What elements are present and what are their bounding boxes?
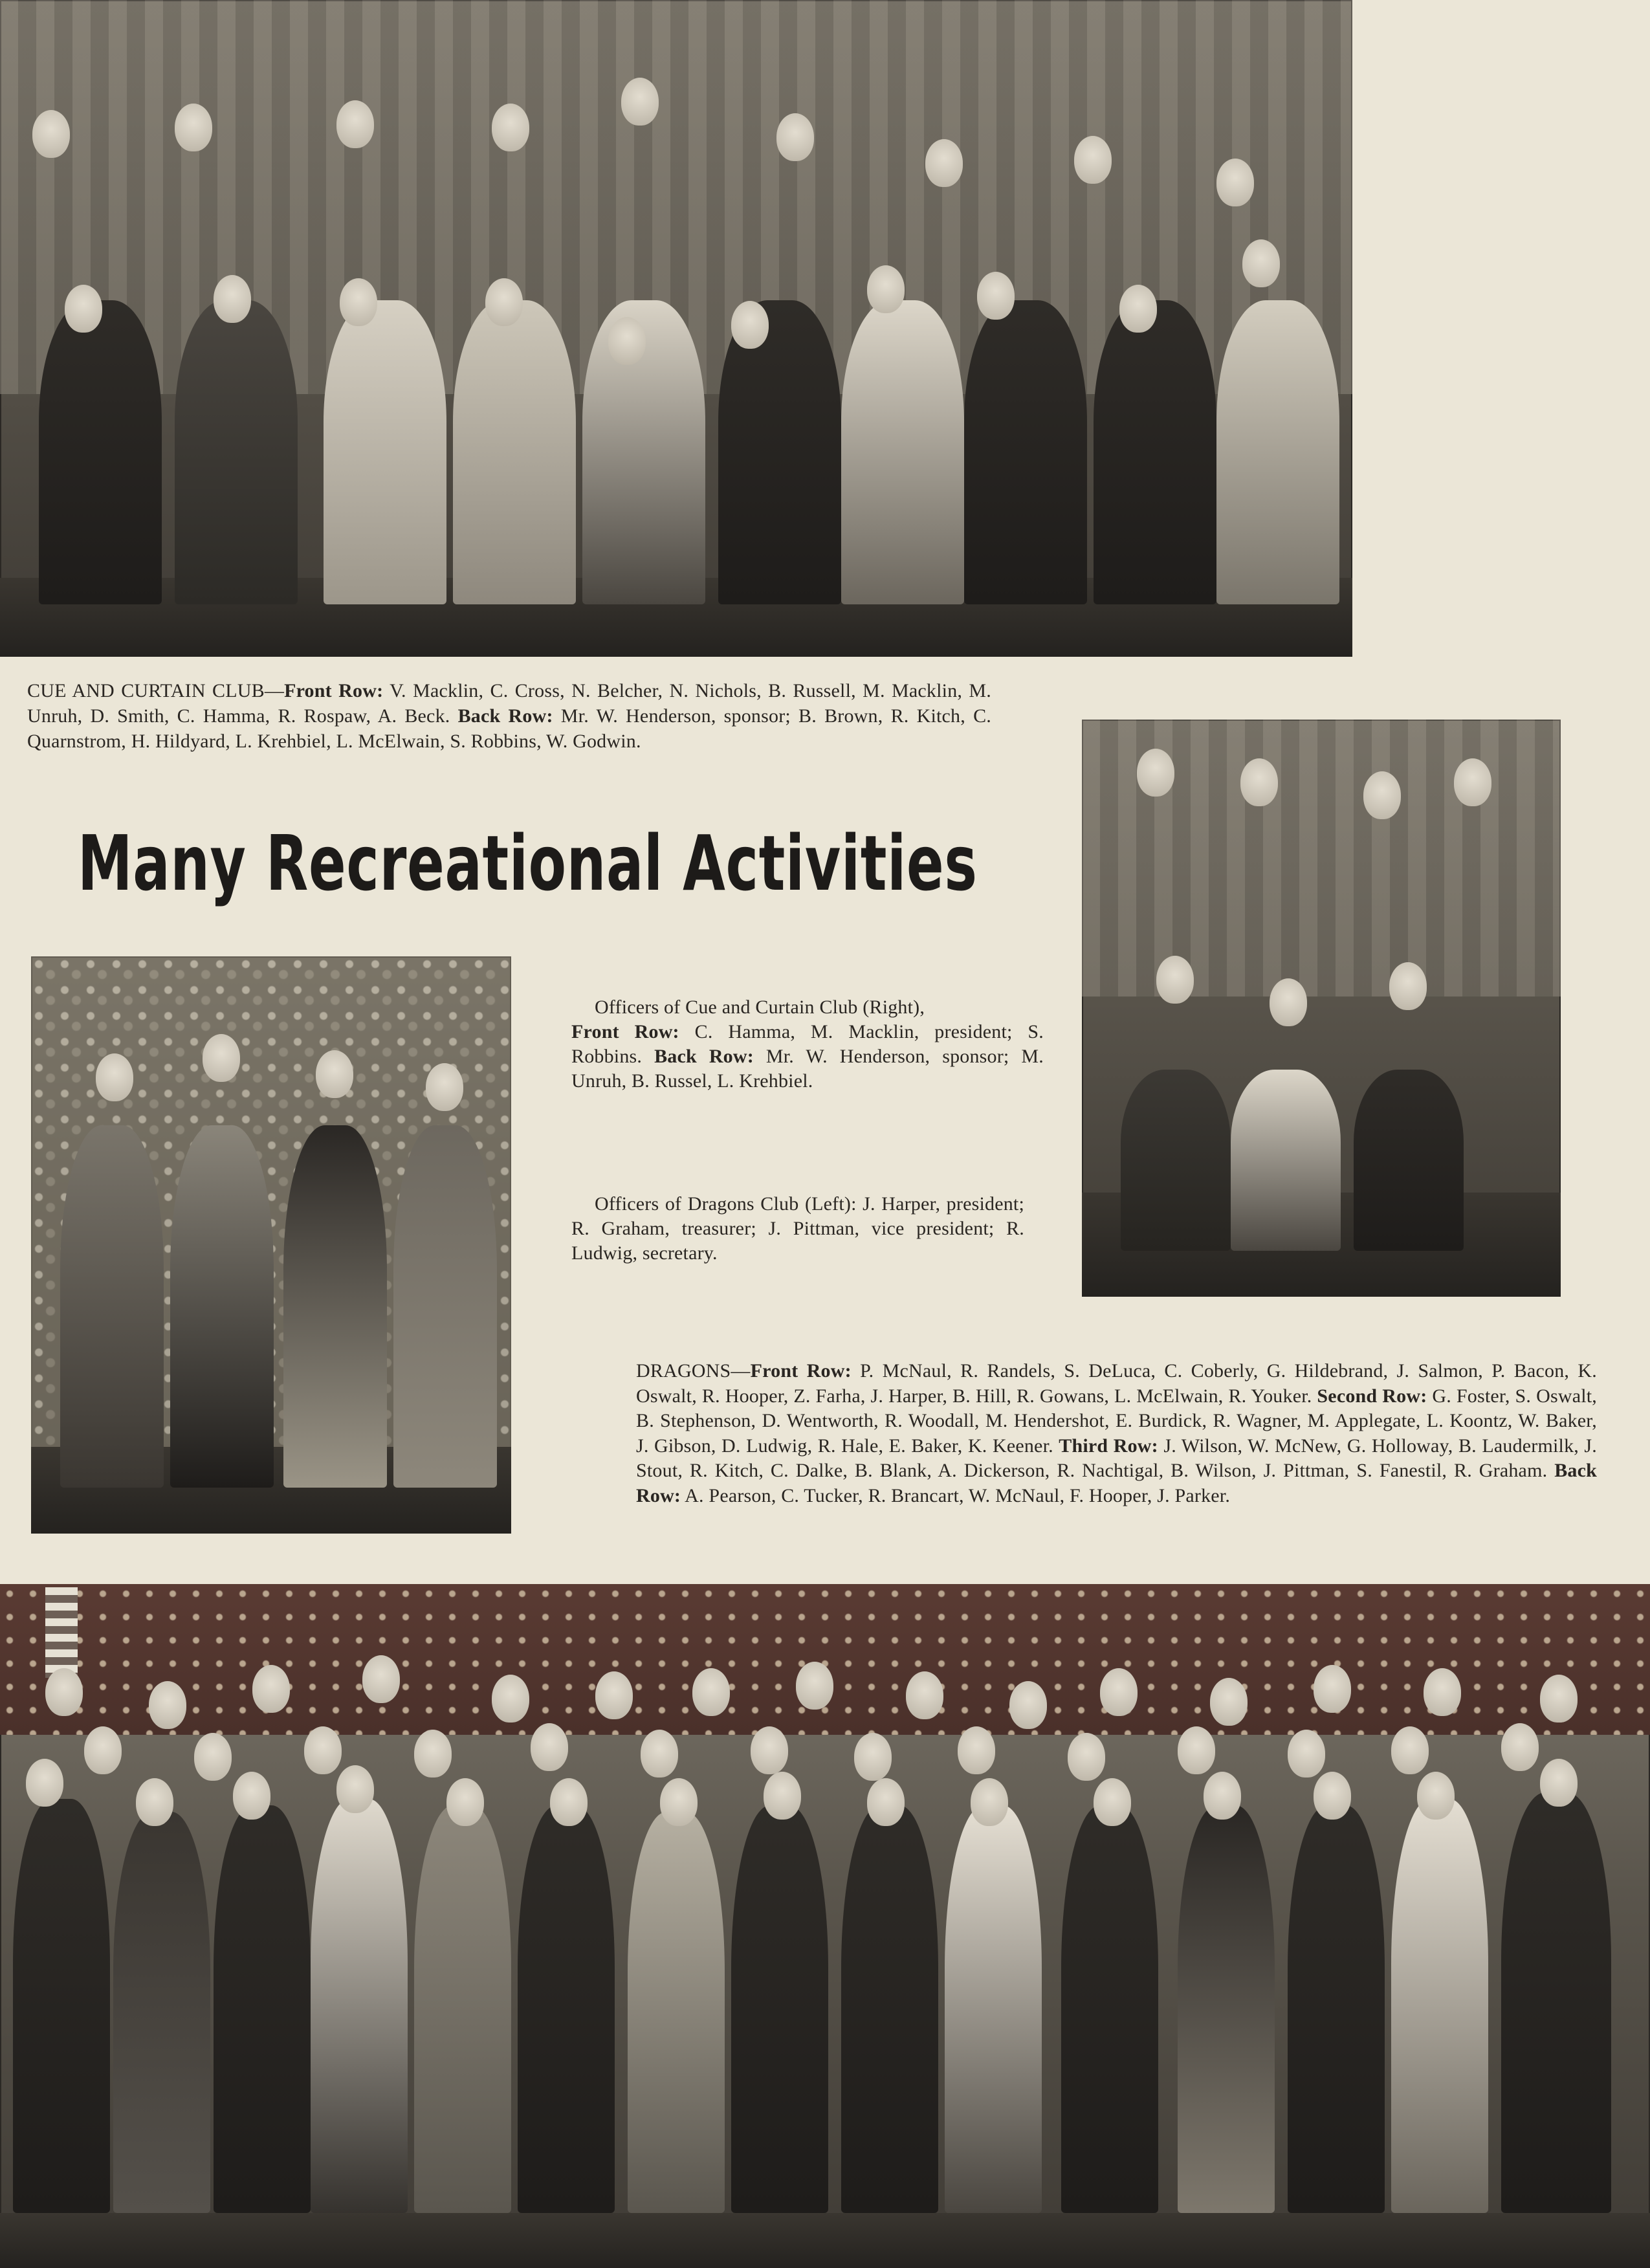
front-row-label: Front Row: (284, 680, 384, 701)
caption-lead: DRAGONS— (636, 1360, 751, 1382)
front-row-names: P. McNaul, R. Randels, S. DeLuca, C. Coberly, G. Hildebrand, J. Salmon, P. Bacon, K. Oswalt, R. Hooper, Z. Farha, J. Harper, B. Hill, R. Gowans, L. McElwain, R. Youker. (636, 1360, 1597, 1407)
dragons-club-photo (0, 1584, 1650, 2268)
caption-lead: CUE AND CURTAIN CLUB— (27, 680, 285, 701)
back-row-label: Back Row: (654, 1046, 754, 1067)
page-title: Many Recreational Activities (78, 819, 978, 908)
second-row-names: G. Foster, S. Oswalt, B. Stephenson, D. Wentworth, R. Woodall, M. Hendershot, E. Burdick, R. Wagner, M. Applegate, L. Koontz, W. Baker, J. Gibson, D. Ludwig, R. Hale, E. Baker, K. Keener. (636, 1385, 1597, 1457)
front-row-names: V. Macklin, C. Cross, N. Belcher, N. Nichols, B. Russell, M. Macklin, M. Unruh, D. Smith, C. Hamma, R. Rospaw, A. Beck. (27, 680, 991, 727)
dragons-officers-text: Officers of Dragons Club (Left): J. Harper, president; R. Graham, treasurer; J. Pittman, vice president; R. Ludwig, secretary. (571, 1193, 1024, 1264)
dragons-caption (636, 1359, 1597, 1508)
front-row-label: Front Row: (750, 1360, 852, 1382)
back-row-label: Back Row: (457, 705, 553, 727)
dragons-officers-caption (571, 1192, 1024, 1266)
cue-curtain-officers-caption (571, 995, 1044, 1094)
cue-curtain-club-photo (0, 0, 1352, 657)
cue-curtain-officers-photo (1082, 720, 1561, 1297)
third-row-names: J. Wilson, W. McNew, G. Holloway, B. Laudermilk, J. Stout, R. Kitch, C. Dalke, B. Blank, A. Dickerson, R. Nachtigal, B. Wilson, J. Pittman, S. Fanestil, R. Graham. (636, 1435, 1597, 1481)
back-row-names: A. Pearson, C. Tucker, R. Brancart, W. McNaul, F. Hooper, J. Parker. (681, 1484, 1231, 1506)
cue-curtain-club-caption (27, 678, 991, 754)
back-row-label: Back Row: (636, 1460, 1597, 1506)
back-row-names: Mr. W. Henderson, sponsor; B. Brown, R. Kitch, C. Quarnstrom, H. Hildyard, L. Krehbiel, L. McElwain, S. Robbins, W. Godwin. (27, 705, 991, 752)
front-row-names: C. Hamma, M. Macklin, president; S. Robbins. (571, 1021, 1044, 1067)
officers-intro: Officers of Cue and Curtain Club (Right), (595, 996, 925, 1018)
front-row-label: Front Row: (571, 1021, 679, 1042)
dragons-officers-photo (31, 956, 511, 1534)
back-row-names: Mr. W. Henderson, sponsor; M. Unruh, B. Russel, L. Krehbiel. (571, 1046, 1044, 1092)
third-row-label: Third Row: (1059, 1435, 1158, 1457)
second-row-label: Second Row: (1317, 1385, 1427, 1407)
